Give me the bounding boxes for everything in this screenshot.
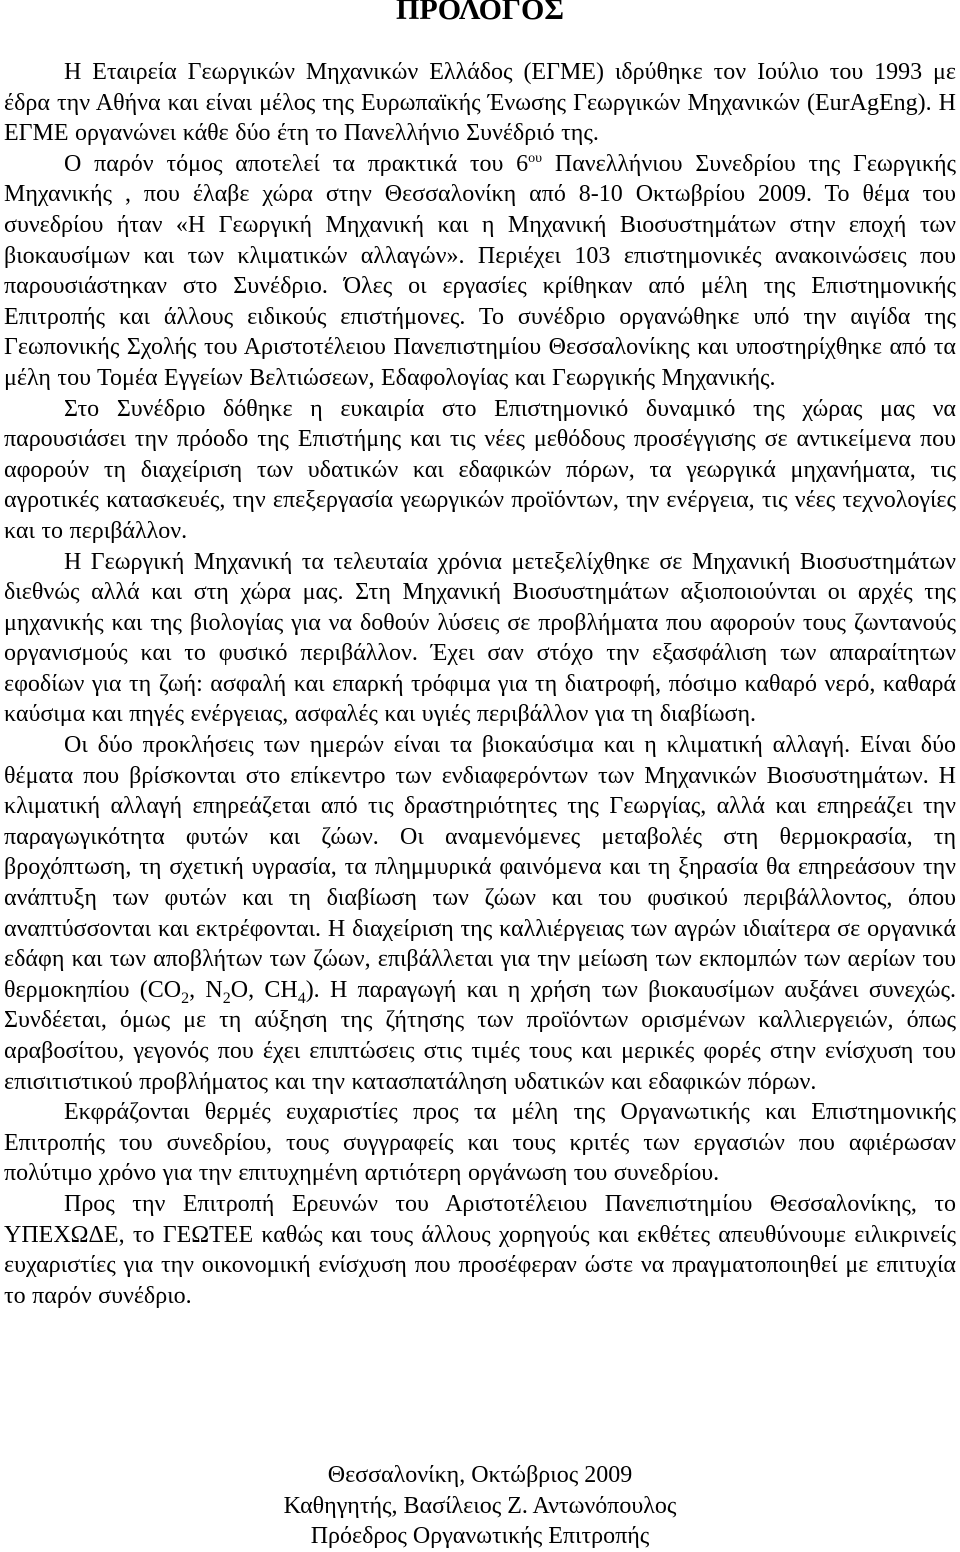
paragraph-6: Εκφράζονται θερμές ευχαριστίες προς τα μέλη της Οργανωτικής και Επιστημονικής Επιτροπής του συνεδρίου, τους συγγραφείς και τους κριτές των εργασιών που αφιέρωσαν πολύτιμο χρόνο για την επιτυχημένη αρτιότερη οργάνωση του συνεδρίου. [4, 1099, 956, 1187]
paragraph-7: Προς την Επιτροπή Ερευνών του Αριστοτέλειου Πανεπιστημίου Θεσσαλονίκης, το ΥΠΕΧΩΔΕ, το ΓΕΩΤΕΕ καθώς και τους άλλους χορηγούς και εκθέτες απευθύνουμε ειλικρινείς ευχαριστίες για την οικονομική ενίσχυση που προσέφεραν ώστε να πραγματοποιηθεί με επιτυχία το παρόν συνέδριο. [4, 1190, 956, 1309]
paragraph-5: Οι δύο προκλήσεις των ημερών είναι τα βιοκαύσιμα και η κλιματική αλλαγή. Είναι δύο θέματα που βρίσκονται στο επίκεντρο των ενδιαφερόντων των Μηχανικών Βιοσυστημάτων. Η κλιματική αλλαγή επηρεάζεται από τις δραστηριότητες της Γεωργίας, αλλά και επηρεάζει την παραγωγικότητα φυτών και ζώων. Οι αναμενόμενες μεταβολές στη θερμοκρασία, τη βροχόπτωση, τη σχετική υγρασία, τα πλημμυρικά φαινόμενα και τη ξηρασία θα επηρεάσουν την ανάπτυξη των φυτών και τη διαβίωση των ζώων και του φυσικού περιβάλλοντος, όπου αναπτύσσονται και εκτρέφονται. Η διαχείριση της καλλιέργειας των αγρών ιδιαίτερα σε οργανικά εδάφη και των αποβλήτων των ζώων, επιβάλλεται για την μείωση των εκπομπών των αερίων του θερμοκηπίου ($CO_2$, $N_2O$, $CH_4$). Η παραγωγή και η χρήση των βιοκαυσίμων αυξάνει συνεχώς. Συνδέεται, όμως με τη αύξηση της ζήτησης των προϊόντων ορισμένων καλλιεργειών, όπως αραβοσίτου, γεγονός που έχει επιπτώσεις στις τιμές τους και μερικές φορές στην ενίσχυση του επισιτιστικού προβλήματος και την κατασπατάληση υδατικών και εδαφικών πόρων. [4, 732, 956, 1095]
paragraph-3: Στο Συνέδριο δόθηκε η ευκαιρία στο Επιστημονικό δυναμικό της χώρας μας να παρουσιάσει την πρόοδο της Επιστήμης και τις νέες μεθόδους προσέγγισης σε αντικείμενα που αφορούν τη διαχείριση των υδατικών και εδαφικών πόρων, τα γεωργικά μηχανήματα, τις αγροτικές κατασκευές, την επεξεργασία γεωργικών προϊόντων, την ενέργεια, τις νέες τεχνολογίες και το περιβάλλον. [4, 395, 956, 544]
paragraph-4: Η Γεωργική Μηχανική τα τελευταία χρόνια μετεξελίχθηκε σε Μηχανική Βιοσυστημάτων διεθνώς αλλά και στη χώρα μας. Στη Μηχανική Βιοσυστημάτων αξιοποιούνται οι αρχές της μηχανικής και της βιολογίας για να δοθούν λύσεις σε προβλήματα που αφορούν τους ζωντανούς οργανισμούς και το φυσικό περιβάλλον. Έχει σαν στόχο την εξασφάλιση των απαραίτητων εφοδίων για τη ζωή: ασφαλή και επαρκή τρόφιμα για τη διατροφή, πόσιμο καθαρό νερό, καθαρά καύσιμα και πηγές ενέργειας, ασφαλές και υγιές περιβάλλον για τη διαβίωση. [4, 548, 956, 728]
paragraph-1: Η Εταιρεία Γεωργικών Μηχανικών Ελλάδος (ΕΓΜΕ) ιδρύθηκε τον Ιούλιο του 1993 με έδρα την Αθήνα και είναι μέλος της Ευρωπαϊκής Ένωσης Γεωργικών Μηχανικών (EurAgEng). Η ΕΓΜΕ οργανώνει κάθε δύο έτη το Πανελλήνιο Συνέδριό της. [4, 59, 956, 147]
preface-body [4, 57, 956, 1311]
signature-block [0, 1460, 960, 1552]
paragraph-2 [4, 149, 956, 394]
page-title: ΠΡΟΛΟΓΟΣ [396, 0, 564, 26]
signature-role: Πρόεδρος Οργανωτικής Επιτροπής [310, 1523, 650, 1550]
signature-place-date: Θεσσαλονίκη, Οκτώβριος 2009 [327, 1462, 633, 1488]
signature-name: Καθηγητής, Βασίλειος Ζ. Αντωνόπουλος [283, 1492, 677, 1519]
paragraph-2-text: Ο παρόν τόμος αποτελεί τα πρακτικά του $6^{o\upsilon}$ Πανελλήνιου Συνεδρίου της Γεωργικής Μηχανικής , που έλαβε χώρα στην Θεσσαλονίκη από 8-10 Οκτωβρίου 2009. Το θέμα του συνεδρίου ήταν «Η Γεωργική Μηχανική και η Μηχανική Βιοσυστημάτων στην εποχή των βιοκαυσίμων και των κλιματικών αλλαγών». Περιέχει 103 επιστημονικές ανακοινώσεις που παρουσιάστηκαν στο Συνέδριο. Όλες οι εργασίες κρίθηκαν από μέλη της Επιστημονικής Επιτροπής και άλλους ειδικούς επιστήμονες. Το συνέδριο οργανώθηκε υπό την αιγίδα της Γεωπονικής Σχολής του Αριστοτέλειου Πανεπιστημίου Θεσσαλονίκης και υποστηρίχθηκε από τα μέλη του Τομέα Εγγείων Βελτιώσεων, Εδαφολογίας και Γεωργικής Μηχανικής. [4, 150, 956, 391]
